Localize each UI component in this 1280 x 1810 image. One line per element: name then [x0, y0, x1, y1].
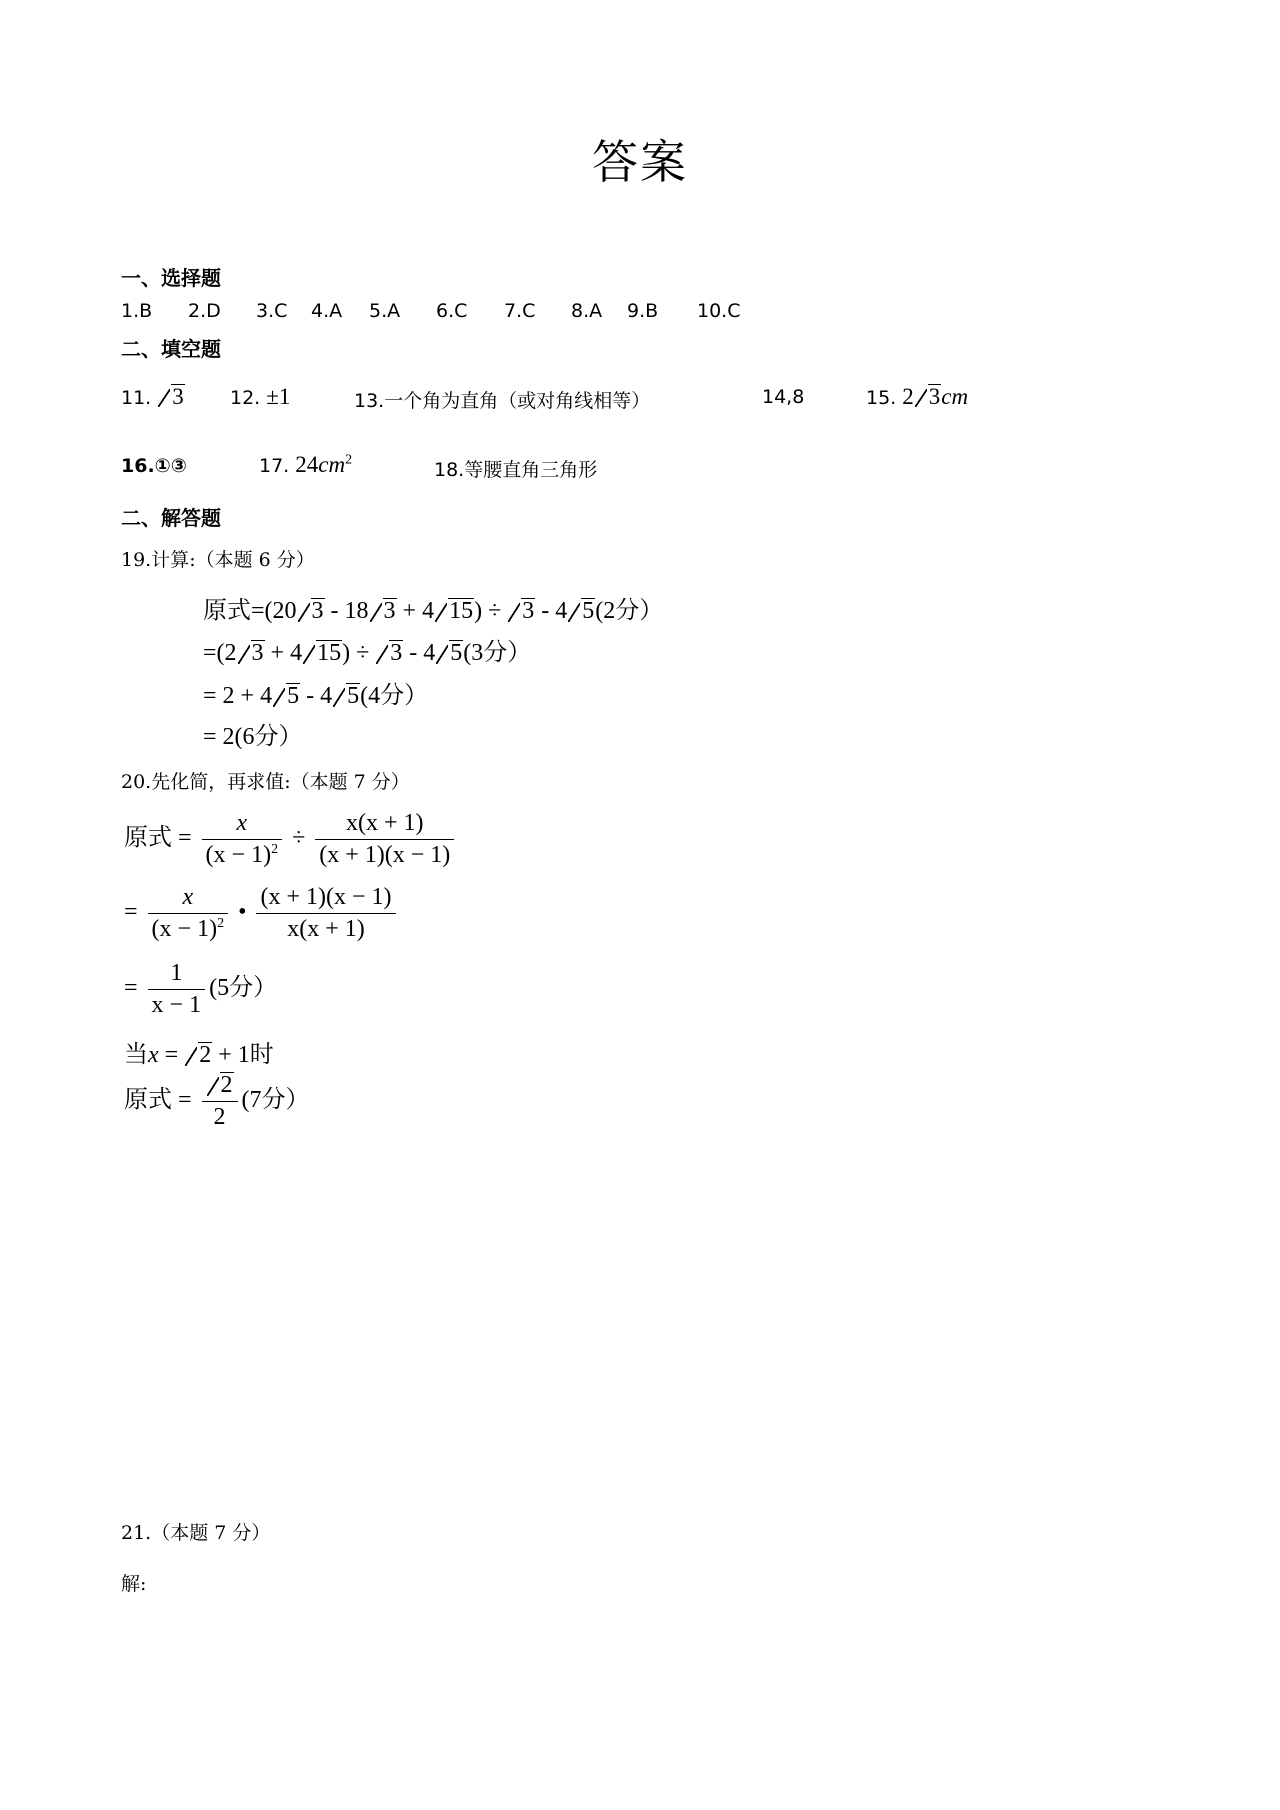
question-19-label: 19.计算:（本题 6 分）	[121, 549, 315, 571]
q20-line-4: 当x = 2 + 1时	[124, 1042, 274, 1068]
mc-answer: 2.D	[188, 300, 221, 322]
q19-line-3: = 2 + 4 5 - 4 5(4分）	[203, 683, 429, 709]
q20-line-3: = $\frac{1}{x - 1}$ (5分）	[124, 960, 278, 1018]
mc-answer: 7.C	[504, 300, 536, 322]
question-20-label: 20.先化简，再求值:（本题 7 分）	[121, 771, 410, 793]
question-21-label: 21.（本题 7 分）	[121, 1522, 271, 1544]
mc-answer: 6.C	[436, 300, 468, 322]
section-fill-blank-heading: 二、填空题	[121, 337, 221, 361]
q20-line-1: 原式 = $\frac{x}{(x - 1)^2}$ ÷ $\frac{x(x + 1)}{(x + 1)(x - 1)}$	[124, 810, 458, 869]
mc-answer: 8.A	[571, 300, 603, 322]
answer-11: 11. 3	[121, 384, 184, 409]
mc-answer: 5.A	[369, 300, 401, 322]
section-multiple-choice-heading: 一、选择题	[121, 266, 221, 290]
mc-answer: 3.C	[256, 300, 288, 322]
mc-answer: 4.A	[311, 300, 343, 322]
answer-15: 15. 2 3cm	[866, 384, 969, 409]
page-title: 答案	[592, 135, 688, 189]
question-21-solution: 解:	[121, 1573, 147, 1595]
q19-line-1: 原式=(20 3 - 18 3 + 4 15) ÷ 3 - 4 5(2分）	[203, 598, 664, 624]
answer-13: 13.一个角为直角（或对角线相等）	[354, 390, 651, 412]
mc-answer: 10.C	[697, 300, 741, 322]
q19-line-2: =(2 3 + 4 15) ÷ 3 - 4 5(3分）	[203, 640, 532, 666]
answer-16: 16.①③	[121, 455, 187, 477]
q20-line-2: = $\frac{x}{(x - 1)^2}$ • $\frac{(x + 1)(x - 1)}{x(x + 1)}$	[124, 884, 400, 943]
q20-line-5: 原式 = $\frac{2}{2}$ (7分）	[124, 1072, 310, 1130]
section-solutions-heading: 二、解答题	[121, 506, 221, 530]
answer-18: 18.等腰直角三角形	[434, 459, 598, 481]
answer-14: 14,8	[762, 386, 805, 408]
answer-12: 12. ±1	[230, 384, 291, 409]
answer-17: 17. $24cm^2$	[259, 452, 353, 477]
mc-answer: 1.B	[121, 300, 153, 322]
mc-answer: 9.B	[627, 300, 659, 322]
q19-line-4: = 2(6分）	[203, 724, 303, 750]
